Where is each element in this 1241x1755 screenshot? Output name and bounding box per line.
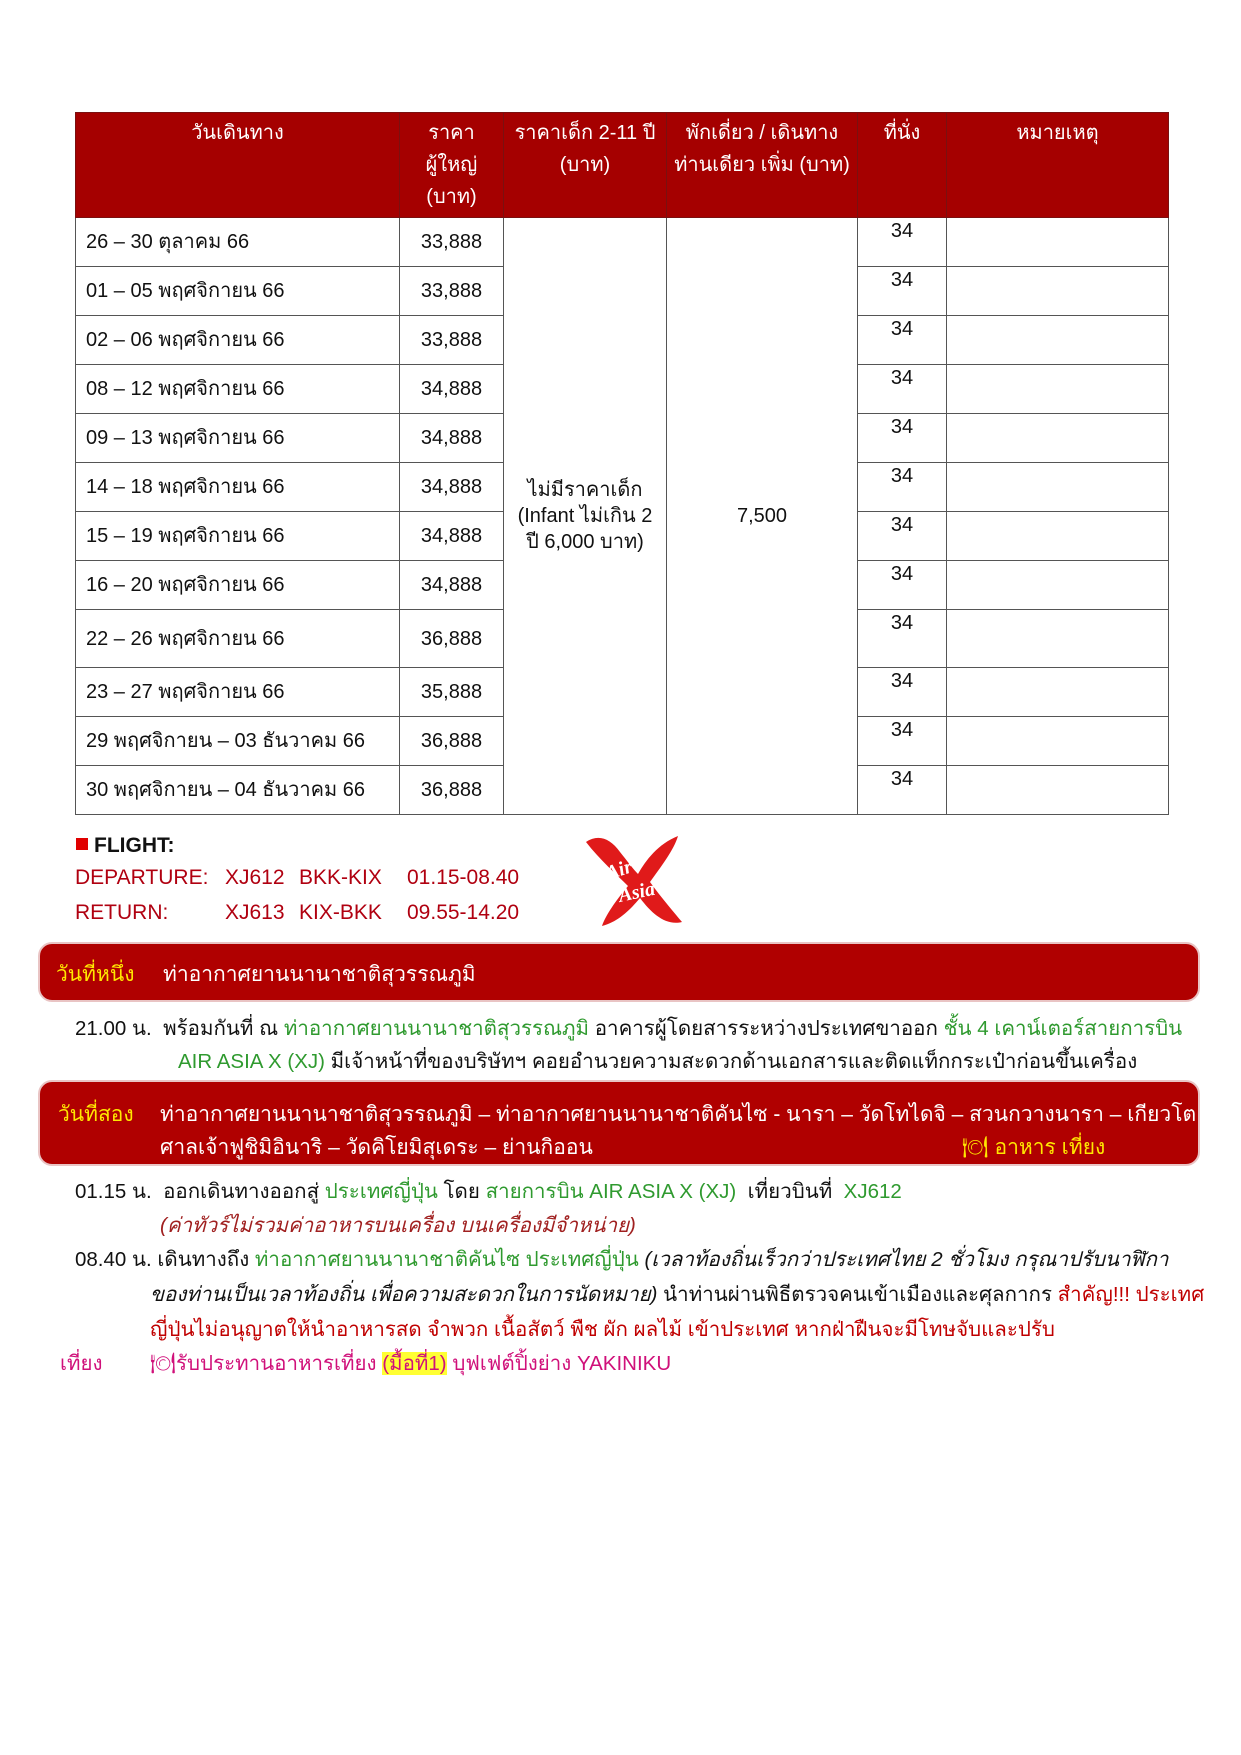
departure-label: DEPARTURE: bbox=[75, 866, 209, 889]
cell-remark bbox=[947, 766, 1169, 815]
day1-line1 bbox=[75, 1012, 1182, 1045]
lunch-line bbox=[150, 1347, 671, 1380]
day1-title: ท่าอากาศยานนานาชาติสุวรรณภูมิ bbox=[163, 963, 476, 986]
return-flight: XJ613 bbox=[225, 901, 285, 924]
day2-label: วันที่สอง bbox=[58, 1103, 134, 1126]
child-price-line: ไม่มีราคาเด็ก bbox=[527, 479, 643, 501]
day1-text-4: ชั้น 4 เคาน์เตอร์สายการบิน bbox=[943, 1017, 1183, 1040]
day2-a4: สายการบิน AIR ASIA X (XJ) bbox=[485, 1180, 737, 1203]
cell-date: 29 พฤศจิกายน – 03 ธันวาคม 66 bbox=[76, 717, 400, 766]
lunch-text-3: บุฟเฟต์ปิ้งย่าง YAKINIKU bbox=[452, 1352, 672, 1375]
departure-route: BKK-KIX bbox=[299, 866, 382, 889]
cell-seats: 34 bbox=[858, 267, 947, 316]
day2-a5: เที่ยวบินที่ bbox=[747, 1180, 833, 1203]
cell-date: 08 – 12 พฤศจิกายน 66 bbox=[76, 365, 400, 414]
header-child-price: ราคาเด็ก 2-11 ปี (บาท) bbox=[504, 113, 667, 218]
day2-line-a bbox=[75, 1175, 902, 1208]
cell-single-supplement: 7,500 bbox=[667, 218, 858, 815]
day2-b6: สำคัญ!!! ประเทศ bbox=[1057, 1283, 1205, 1306]
flight-title bbox=[76, 834, 174, 858]
day2-meal-text: อาหาร เที่ยง bbox=[994, 1136, 1106, 1159]
cell-seats: 34 bbox=[858, 512, 947, 561]
day2-line-b2 bbox=[150, 1278, 1204, 1311]
cell-remark bbox=[947, 316, 1169, 365]
day1-time: 21.00 น. bbox=[75, 1017, 152, 1040]
day2-b2: ท่าอากาศยานนานาชาติคันไซ ประเทศญี่ปุ่น bbox=[254, 1248, 639, 1271]
cell-adult-price: 36,888 bbox=[400, 610, 504, 668]
day1-text-6: มีเจ้าหน้าที่ของบริษัทฯ คอยอำนวยความสะดวกด้านเอกสารและติดแท็กกระเป๋าก่อนขึ้นเครื่อง bbox=[330, 1050, 1138, 1073]
table-row bbox=[76, 218, 1169, 267]
return-label: RETURN: bbox=[75, 901, 169, 924]
day1-text-5: AIR ASIA X (XJ) bbox=[178, 1050, 325, 1073]
day2-b1: เดินทางถึง bbox=[157, 1248, 250, 1271]
day2-a-note: (ค่าทัวร์ไม่รวมค่าอาหารบนเครื่อง บนเครื่องมีจำหน่าย) bbox=[160, 1214, 636, 1237]
header-seats: ที่นั่ง bbox=[858, 113, 947, 218]
header-date: วันเดินทาง bbox=[76, 113, 400, 218]
lunch-meal-number: (มื้อที่1) bbox=[382, 1352, 447, 1375]
cell-date: 16 – 20 พฤศจิกายน 66 bbox=[76, 561, 400, 610]
cell-seats: 34 bbox=[858, 717, 947, 766]
cell-seats: 34 bbox=[858, 668, 947, 717]
day2-b3: (เวลาท้องถิ่นเร็วกว่าประเทศไทย 2 ชั่วโมง กรุณาปรับนาฬิกา bbox=[644, 1248, 1169, 1271]
day2-a2: ประเทศญี่ปุ่น bbox=[324, 1180, 438, 1203]
cell-adult-price: 33,888 bbox=[400, 316, 504, 365]
flight-title-text: FLIGHT: bbox=[94, 834, 175, 857]
cell-seats: 34 bbox=[858, 218, 947, 267]
cell-seats: 34 bbox=[858, 414, 947, 463]
departure-flight: XJ612 bbox=[225, 866, 285, 889]
day1-text-1: พร้อมกันที่ ณ bbox=[163, 1017, 279, 1040]
cell-seats: 34 bbox=[858, 610, 947, 668]
day2-meal bbox=[962, 1131, 1105, 1164]
logo-text-air: Air bbox=[602, 855, 635, 885]
return-time: 09.55-14.20 bbox=[407, 901, 520, 924]
airasia-x-logo bbox=[580, 830, 690, 930]
cell-date: 14 – 18 พฤศจิกายน 66 bbox=[76, 463, 400, 512]
cell-date: 02 – 06 พฤศจิกายน 66 bbox=[76, 316, 400, 365]
cell-remark bbox=[947, 463, 1169, 512]
cell-remark bbox=[947, 610, 1169, 668]
cell-adult-price: 33,888 bbox=[400, 218, 504, 267]
day1-text-2: ท่าอากาศยานนานาชาติสุวรรณภูมิ bbox=[283, 1017, 590, 1040]
cell-child-price bbox=[504, 218, 667, 815]
header-adult-price: ราคา ผู้ใหญ่ (บาท) bbox=[400, 113, 504, 218]
day2-a3: โดย bbox=[443, 1180, 480, 1203]
cell-seats: 34 bbox=[858, 561, 947, 610]
day2-b5: นำท่านผ่านพิธีตรวจคนเข้าเมืองและศุลกากร bbox=[663, 1283, 1052, 1306]
cell-date: 15 – 19 พฤศจิกายน 66 bbox=[76, 512, 400, 561]
child-price-line: (Infant ไม่เกิน 2 bbox=[517, 505, 653, 527]
cell-adult-price: 34,888 bbox=[400, 463, 504, 512]
day2-line-b1 bbox=[75, 1243, 1168, 1276]
cell-remark bbox=[947, 717, 1169, 766]
cell-adult-price: 34,888 bbox=[400, 414, 504, 463]
day2-b7: ญี่ปุ่นไม่อนุญาตให้นำอาหารสด จำพวก เนื้อสัตว์ พืช ผัก ผลไม้ เข้าประเทศ หากฝ่าฝืนจะมีโทษจับและปรับ bbox=[150, 1318, 1055, 1341]
cell-date: 30 พฤศจิกายน – 04 ธันวาคม 66 bbox=[76, 766, 400, 815]
day2-title-line2: ศาลเจ้าฟูชิมิอินาริ – วัดคิโยมิสุเดระ – ย่านกิออน bbox=[160, 1136, 593, 1159]
cell-remark bbox=[947, 267, 1169, 316]
cell-seats: 34 bbox=[858, 365, 947, 414]
return-route: KIX-BKK bbox=[299, 901, 382, 924]
day2-a1: ออกเดินทางออกสู่ bbox=[163, 1180, 320, 1203]
day1-line2 bbox=[178, 1045, 1137, 1078]
cell-date: 26 – 30 ตุลาคม 66 bbox=[76, 218, 400, 267]
day2-time-b: 08.40 น. bbox=[75, 1248, 152, 1271]
price-table bbox=[75, 112, 1169, 815]
cell-seats: 34 bbox=[858, 316, 947, 365]
day1-label: วันที่หนึ่ง bbox=[56, 963, 135, 986]
cell-remark bbox=[947, 365, 1169, 414]
cell-adult-price: 35,888 bbox=[400, 668, 504, 717]
cell-adult-price: 33,888 bbox=[400, 267, 504, 316]
day2-banner bbox=[38, 1080, 1200, 1166]
departure-time: 01.15-08.40 bbox=[407, 866, 520, 889]
day2-a6: XJ612 bbox=[843, 1180, 902, 1203]
cell-adult-price: 36,888 bbox=[400, 717, 504, 766]
cell-remark bbox=[947, 561, 1169, 610]
day2-b4: ของท่านเป็นเวลาท้องถิ่น เพื่อความสะดวกในการนัดหมาย) bbox=[150, 1283, 658, 1306]
day1-text-3: อาคารผู้โดยสารระหว่างประเทศขาออก bbox=[594, 1017, 938, 1040]
cell-remark bbox=[947, 218, 1169, 267]
child-price-line: ปี 6,000 บาท) bbox=[526, 531, 644, 553]
header-remark: หมายเหตุ bbox=[947, 113, 1169, 218]
cell-date: 01 – 05 พฤศจิกายน 66 bbox=[76, 267, 400, 316]
cell-adult-price: 34,888 bbox=[400, 365, 504, 414]
cell-date: 09 – 13 พฤศจิกายน 66 bbox=[76, 414, 400, 463]
cell-date: 22 – 26 พฤศจิกายน 66 bbox=[76, 610, 400, 668]
logo-text-asia: Asia bbox=[616, 877, 657, 907]
square-bullet-icon bbox=[76, 838, 88, 850]
cell-adult-price: 34,888 bbox=[400, 561, 504, 610]
table-header-row bbox=[76, 113, 1169, 218]
day2-title-line1: ท่าอากาศยานนานาชาติสุวรรณภูมิ – ท่าอากาศยานนานาชาติคันไซ - นารา – วัดโทไดจิ – สวนกวางนารา – เกียวโต bbox=[160, 1103, 1197, 1126]
day1-banner bbox=[38, 942, 1200, 1002]
cell-remark bbox=[947, 512, 1169, 561]
cell-remark bbox=[947, 668, 1169, 717]
cell-adult-price: 34,888 bbox=[400, 512, 504, 561]
cell-seats: 34 bbox=[858, 766, 947, 815]
cell-adult-price: 36,888 bbox=[400, 766, 504, 815]
header-single-supplement: พักเดี่ยว / เดินทาง ท่านเดียว เพิ่ม (บาท) bbox=[667, 113, 858, 218]
plate-icon: 🍽 bbox=[962, 1136, 989, 1159]
cell-seats: 34 bbox=[858, 463, 947, 512]
lunch-label: เที่ยง bbox=[60, 1352, 103, 1375]
cell-date: 23 – 27 พฤศจิกายน 66 bbox=[76, 668, 400, 717]
price-table-body bbox=[76, 218, 1169, 815]
lunch-text-1: รับประทานอาหารเที่ยง bbox=[176, 1352, 377, 1375]
cell-remark bbox=[947, 414, 1169, 463]
plate-icon: 🍽 bbox=[150, 1352, 177, 1375]
day2-time-a: 01.15 น. bbox=[75, 1180, 152, 1203]
